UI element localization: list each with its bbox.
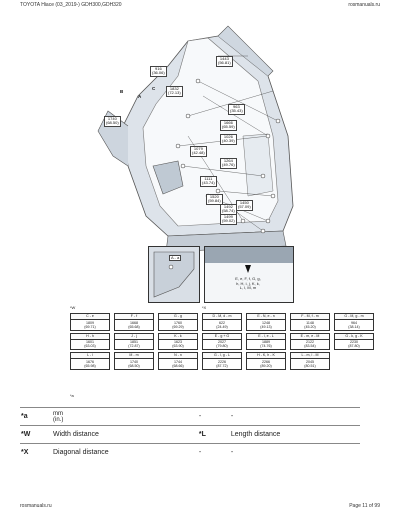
legend-row xyxy=(20,426,360,444)
dimension-table: K - k 1623 (63.90) xyxy=(158,333,198,351)
table-row xyxy=(70,333,198,351)
inset-points-drawing xyxy=(205,247,293,302)
footnote-mark: *a xyxy=(70,393,74,398)
dimension-callout: 1520 (59.84) xyxy=(208,194,221,204)
dimension-table: N - n 1744 (68.66) xyxy=(158,352,198,370)
inset-a-label: A - a xyxy=(171,255,180,260)
dimension-table: G - M, g - m 964 (38.14) xyxy=(334,313,374,331)
dimension-callout: 1443 (56.81) xyxy=(218,56,231,66)
legend-key: *a xyxy=(20,408,52,426)
legend-key: *W xyxy=(20,426,52,444)
legend-value: mm (in.) xyxy=(52,408,198,426)
diagonal-distance-tables xyxy=(202,313,374,372)
dimension-table: L - m, l - M 2045 (80.51) xyxy=(290,352,330,370)
dimension-table: G - k, g - K 2230 (87.80) xyxy=(334,333,374,351)
dimension-table: L - l 1676 (65.98) xyxy=(70,352,110,370)
table-row xyxy=(70,313,198,331)
dimension-callout: 1832 (72.13) xyxy=(168,86,181,96)
dimension-callout: 1740 (68.50) xyxy=(106,116,119,126)
table-row xyxy=(202,313,374,331)
dimension-table: D - M, d - m 622 (24.49) xyxy=(202,313,242,331)
dimension-table: E - m, e - M 2122 (83.54) xyxy=(290,333,330,351)
page-footer xyxy=(20,503,380,509)
dimension-table: H - K, h - K 2266 (89.20) xyxy=(246,352,286,370)
footer-site: rosmanuals.ru xyxy=(20,503,52,509)
legend-table xyxy=(20,407,360,461)
dimension-callout: 1111 (43.74) xyxy=(202,176,215,186)
legend-row xyxy=(20,408,360,426)
legend-row xyxy=(20,444,360,462)
dimension-callout: 1264 (49.76) xyxy=(222,158,235,168)
dimension-table: E - g + G 2027 (79.80) xyxy=(202,333,242,351)
inset-points-caption: E, e, F, f, G, g, h, H, i, j, K, k, L, l, M, m xyxy=(235,276,261,291)
dimension-callout: 1450 (57.09) xyxy=(238,200,251,210)
dimension-table: F - f 1668 (65.68) xyxy=(114,313,154,331)
point-label-a: A xyxy=(138,94,142,99)
point-label-b: B xyxy=(120,89,124,94)
legend-key: - xyxy=(198,408,230,426)
dimension-table: G - l, g - L 2226 (87.72) xyxy=(202,352,242,370)
detail-inset-a xyxy=(148,246,200,303)
dimension-callout: 1079 (42.48) xyxy=(192,146,205,156)
width-distance-tables xyxy=(70,313,198,372)
page-number: Page 11 of 99 xyxy=(349,503,380,509)
legend-key: *X xyxy=(20,444,52,462)
diagonal-mark: *X xyxy=(202,305,207,310)
legend-value: Diagonal distance xyxy=(52,444,198,462)
dimension-table: F - M, f - m 1148 (45.20) xyxy=(290,313,330,331)
legend-value: - xyxy=(230,408,360,426)
dimension-callout: 1492 (58.74) xyxy=(222,204,235,214)
dimension-callout: 1666 (65.59) xyxy=(222,120,235,130)
page-header xyxy=(20,2,380,10)
width-mark: *W xyxy=(70,305,76,310)
table-row xyxy=(202,352,374,370)
legend-key: - xyxy=(198,444,230,462)
table-row xyxy=(202,333,374,351)
dimension-table: J - j 1851 (72.87) xyxy=(114,333,154,351)
dimension-callout: 1499 (59.02) xyxy=(222,214,235,224)
dimension-callout: 963 (35.43) xyxy=(230,104,243,114)
legend-value: Length distance xyxy=(230,426,360,444)
dimension-table: E - l, e - L 1889 (74.76) xyxy=(246,333,286,351)
legend-key: *L xyxy=(198,426,230,444)
dimension-callout: 916 (36.06) xyxy=(152,66,165,76)
point-label-c: C xyxy=(152,86,156,91)
dimension-table: E - N, e - n 1248 (49.13) xyxy=(246,313,286,331)
dimension-table: C - e 1809 (69.71) xyxy=(70,313,110,331)
dimension-table: H - h 1601 (63.03) xyxy=(70,333,110,351)
dimension-table: M - m 1740 (68.50) xyxy=(114,352,154,370)
header-site: rosmanuals.ru xyxy=(348,2,380,8)
legend-value: - xyxy=(230,444,360,462)
header-title: TOYOTA Hiace (03_2019-) GDH300,GDH320 xyxy=(20,2,122,8)
detail-inset-points xyxy=(204,246,294,303)
dimension-callout: 1026 (40.39) xyxy=(222,134,235,144)
dimension-table: G - g 1760 (69.29) xyxy=(158,313,198,331)
table-row xyxy=(70,352,198,370)
legend-value: Width distance xyxy=(52,426,198,444)
